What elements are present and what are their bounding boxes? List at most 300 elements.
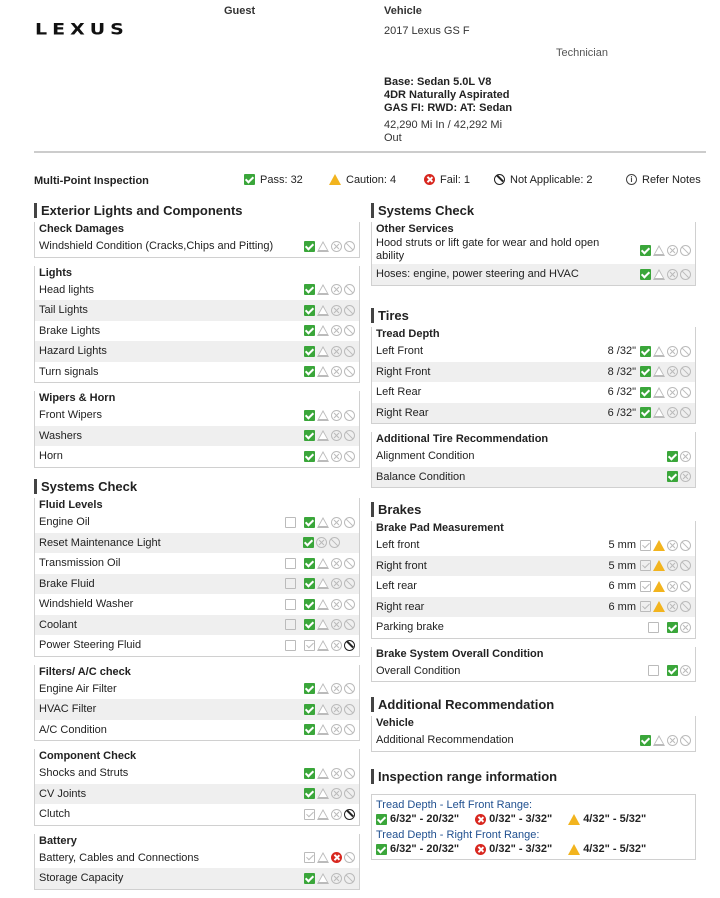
legend-pass-text: Pass: 32 — [260, 174, 303, 186]
item-label: CV Joints — [39, 787, 87, 800]
legend-bar — [34, 173, 710, 189]
caution-icon — [317, 768, 329, 779]
info-icon: i — [626, 174, 637, 185]
brake-overall-group — [371, 647, 696, 683]
caution-range — [568, 813, 646, 825]
list-item — [35, 784, 359, 805]
fail-icon — [331, 325, 342, 336]
caution-icon — [317, 241, 329, 252]
list-item — [35, 553, 359, 574]
status-icons — [304, 683, 355, 694]
status-icons — [285, 619, 355, 630]
item-label: Windshield Washer — [39, 598, 134, 611]
status-icons — [648, 665, 691, 676]
item-label: Coolant — [39, 618, 77, 631]
item-label: Turn signals — [39, 365, 99, 378]
caution-icon — [317, 410, 329, 421]
not-applicable-icon — [344, 768, 355, 779]
list-item — [372, 403, 695, 424]
fail-icon — [331, 517, 342, 528]
status-icons — [304, 724, 355, 735]
item-label: Left Rear — [376, 386, 422, 399]
not-applicable-icon — [680, 387, 691, 398]
status-icons — [667, 451, 691, 462]
group-title: Tread Depth — [372, 327, 695, 341]
list-item — [35, 362, 359, 383]
brand-logo: LEXUS — [35, 20, 129, 39]
status-icons — [640, 346, 691, 357]
legend-pass — [244, 173, 303, 185]
pass-range — [376, 843, 459, 855]
legend-na-text: Not Applicable: 2 — [510, 174, 593, 186]
list-item — [35, 405, 359, 426]
status-icons — [304, 241, 355, 252]
legend-refer-text: Refer Notes — [642, 174, 701, 186]
section-title: Tires — [371, 308, 696, 323]
list-item — [372, 236, 695, 264]
fail-icon — [667, 269, 678, 280]
list-item — [35, 512, 359, 533]
caution-icon — [317, 873, 329, 884]
list-item — [35, 533, 359, 554]
group-title: Fluid Levels — [35, 498, 359, 512]
item-label: Left rear — [376, 580, 417, 593]
tires-section — [371, 308, 696, 496]
pass-icon — [376, 844, 387, 855]
list-item — [35, 679, 359, 700]
pass-icon — [303, 537, 314, 548]
section-title: Exterior Lights and Components — [34, 203, 360, 218]
fail-icon — [331, 640, 342, 651]
item-label: Brake Fluid — [39, 577, 95, 590]
status-icons — [648, 622, 691, 633]
check-damages-group — [34, 222, 360, 258]
status-icons — [303, 537, 340, 548]
spec-line-2: 4DR Naturally Aspirated — [384, 89, 510, 101]
caution-icon — [317, 305, 329, 316]
item-label: Engine Air Filter — [39, 682, 117, 695]
section-title: Systems Check — [371, 203, 696, 218]
status-icons — [304, 430, 355, 441]
list-item — [372, 362, 695, 383]
item-label: Tail Lights — [39, 304, 88, 317]
caution-icon — [317, 809, 329, 820]
legend-na — [494, 173, 593, 185]
item-label: Right front — [376, 559, 427, 572]
pass-icon — [304, 578, 315, 589]
group-title: Brake System Overall Condition — [372, 647, 695, 661]
caution-range-text: 4/32" - 5/32" — [583, 843, 647, 855]
item-label: Windshield Condition (Cracks,Chips and Pitting) — [39, 240, 274, 253]
caution-icon — [317, 640, 329, 651]
checkbox-icon — [285, 517, 296, 528]
not-applicable-icon — [344, 346, 355, 357]
not-applicable-icon — [680, 735, 691, 746]
pad-value: 6 mm — [608, 580, 636, 593]
caution-icon — [653, 387, 665, 398]
caution-icon — [317, 558, 329, 569]
item-label: Washers — [39, 429, 82, 442]
brakes-section — [371, 502, 696, 690]
caution-icon — [317, 724, 329, 735]
group-title: Wipers & Horn — [35, 391, 359, 405]
range-section — [371, 769, 696, 860]
list-item — [35, 341, 359, 362]
group-title: Battery — [35, 834, 359, 848]
pass-icon — [304, 768, 315, 779]
pass-icon — [304, 430, 315, 441]
spec-line-3: GAS FI: RWD: AT: Sedan — [384, 102, 513, 114]
range-title-front-left: Tread Depth - Left Front Range: — [376, 799, 533, 811]
list-item — [372, 264, 695, 285]
not-applicable-icon — [344, 683, 355, 694]
not-applicable-icon — [344, 430, 355, 441]
fail-icon — [331, 430, 342, 441]
battery-group — [34, 834, 360, 890]
legend-refer — [626, 173, 701, 185]
status-icons — [640, 387, 691, 398]
list-item — [35, 446, 359, 467]
caution-icon — [317, 788, 329, 799]
not-applicable-icon — [344, 366, 355, 377]
checkbox-icon — [648, 665, 659, 676]
status-icons — [640, 601, 691, 612]
pass-icon — [640, 269, 651, 280]
fail-icon — [667, 245, 678, 256]
pass-icon — [640, 387, 651, 398]
right-systems-section — [371, 203, 696, 294]
not-applicable-icon — [680, 581, 691, 592]
group-title: Lights — [35, 266, 359, 280]
item-label: Shocks and Struts — [39, 767, 129, 780]
pass-icon — [640, 540, 651, 551]
legend-fail — [424, 173, 470, 185]
brake-pad-group — [371, 521, 696, 639]
list-item — [372, 382, 695, 403]
status-icons — [304, 451, 355, 462]
not-applicable-icon — [680, 407, 691, 418]
status-icons — [304, 873, 355, 884]
not-applicable-icon — [680, 540, 691, 551]
group-title: Check Damages — [35, 222, 359, 236]
group-title: Brake Pad Measurement — [372, 521, 695, 535]
status-icons — [285, 517, 355, 528]
item-label: Battery, Cables and Connections — [39, 851, 199, 864]
pass-icon — [667, 665, 678, 676]
fluid-levels-group — [34, 498, 360, 657]
range-values — [376, 843, 691, 855]
caution-icon — [317, 517, 329, 528]
not-applicable-icon — [344, 852, 355, 863]
left-systems-section — [34, 479, 360, 898]
fail-icon — [475, 844, 486, 855]
status-icons — [304, 788, 355, 799]
not-applicable-icon — [680, 346, 691, 357]
list-item — [35, 426, 359, 447]
item-label: Left Front — [376, 345, 424, 358]
pass-icon — [640, 245, 651, 256]
pass-icon — [304, 873, 315, 884]
filters-group — [34, 665, 360, 742]
fail-range — [475, 843, 552, 855]
caution-icon — [568, 814, 580, 825]
caution-icon — [317, 284, 329, 295]
list-item — [372, 576, 695, 597]
not-applicable-icon — [680, 245, 691, 256]
pass-icon — [376, 814, 387, 825]
not-applicable-icon — [680, 269, 691, 280]
fail-icon — [331, 558, 342, 569]
fail-icon — [331, 619, 342, 630]
range-title-front-right: Tread Depth - Right Front Range: — [376, 829, 540, 841]
list-item — [372, 467, 695, 488]
pass-range-text: 6/32" - 20/32" — [390, 813, 460, 825]
status-icons — [285, 558, 355, 569]
range-box — [371, 794, 696, 860]
not-applicable-icon — [344, 873, 355, 884]
status-icons — [304, 410, 355, 421]
item-label: Balance Condition — [376, 470, 466, 483]
item-label: Storage Capacity — [39, 872, 124, 885]
not-applicable-icon — [344, 640, 355, 651]
status-icons — [304, 284, 355, 295]
not-applicable-icon — [344, 788, 355, 799]
pass-icon — [640, 735, 651, 746]
list-item — [35, 300, 359, 321]
status-icons — [304, 305, 355, 316]
tread-depth-group — [371, 327, 696, 424]
legend-caution-text: Caution: 4 — [346, 174, 397, 186]
fail-range-text: 0/32" - 3/32" — [489, 813, 553, 825]
pass-icon — [667, 471, 678, 482]
fail-icon — [331, 241, 342, 252]
caution-icon — [653, 601, 665, 612]
checkbox-icon — [285, 599, 296, 610]
status-icons — [304, 852, 355, 863]
fail-icon — [331, 410, 342, 421]
list-item — [372, 730, 695, 751]
fail-icon — [331, 578, 342, 589]
status-icons — [304, 768, 355, 779]
caution-icon — [317, 619, 329, 630]
caution-icon — [329, 174, 341, 185]
section-title: Additional Recommendation — [371, 697, 696, 712]
list-item — [35, 720, 359, 741]
not-applicable-icon — [344, 410, 355, 421]
list-item — [35, 236, 359, 257]
pass-icon — [304, 325, 315, 336]
list-item — [35, 699, 359, 720]
pass-icon — [304, 451, 315, 462]
group-title: Filters/ A/C check — [35, 665, 359, 679]
fail-icon — [331, 305, 342, 316]
pass-icon — [304, 558, 315, 569]
pass-icon — [304, 640, 315, 651]
pass-icon — [304, 852, 315, 863]
list-item — [372, 661, 695, 682]
pass-range-text: 6/32" - 20/32" — [390, 843, 460, 855]
fail-icon — [316, 537, 327, 548]
caution-icon — [653, 560, 665, 571]
additional-section — [371, 697, 696, 760]
list-item — [35, 763, 359, 784]
fail-icon — [331, 768, 342, 779]
caution-icon — [653, 269, 665, 280]
fail-range — [475, 813, 552, 825]
pass-icon — [304, 683, 315, 694]
list-item — [35, 321, 359, 342]
checkbox-icon — [285, 578, 296, 589]
caution-icon — [317, 451, 329, 462]
pass-icon — [304, 241, 315, 252]
status-icons — [640, 581, 691, 592]
fail-icon — [331, 704, 342, 715]
pass-icon — [304, 410, 315, 421]
tread-value: 8 /32" — [607, 365, 636, 378]
fail-icon — [680, 665, 691, 676]
caution-icon — [653, 366, 665, 377]
pass-icon — [304, 599, 315, 610]
caution-icon — [317, 599, 329, 610]
guest-label: Guest — [224, 5, 256, 17]
not-applicable-icon — [344, 724, 355, 735]
fail-icon — [331, 366, 342, 377]
tire-recommendation-group — [371, 432, 696, 488]
fail-icon — [680, 622, 691, 633]
fail-icon — [331, 852, 342, 863]
list-item — [35, 848, 359, 869]
not-applicable-icon — [344, 558, 355, 569]
vehicle-name: 2017 Lexus GS F — [384, 25, 470, 37]
not-applicable-icon — [344, 284, 355, 295]
not-applicable-icon — [680, 601, 691, 612]
item-label: Right rear — [376, 600, 425, 613]
status-icons — [285, 599, 355, 610]
pass-icon — [304, 284, 315, 295]
pass-icon — [304, 346, 315, 357]
caution-icon — [317, 852, 329, 863]
item-label: Parking brake — [376, 621, 444, 634]
caution-icon — [653, 346, 665, 357]
tread-value: 6 /32" — [607, 406, 636, 419]
fail-icon — [680, 451, 691, 462]
mileage-line-1: 42,290 Mi In / 42,292 Mi — [384, 119, 503, 131]
not-applicable-icon — [680, 366, 691, 377]
caution-icon — [653, 540, 665, 551]
caution-icon — [317, 578, 329, 589]
tread-value: 6 /32" — [607, 386, 636, 399]
item-label: Right Rear — [376, 406, 429, 419]
item-label: Engine Oil — [39, 516, 90, 529]
caution-icon — [317, 325, 329, 336]
item-label: Power Steering Fluid — [39, 639, 142, 652]
pass-icon — [667, 451, 678, 462]
item-label: Right Front — [376, 365, 431, 378]
list-item — [35, 574, 359, 595]
status-icons — [640, 735, 691, 746]
checkbox-icon — [285, 619, 296, 630]
not-applicable-icon — [344, 517, 355, 528]
caution-icon — [317, 366, 329, 377]
not-applicable-icon — [329, 537, 340, 548]
pass-icon — [640, 560, 651, 571]
list-item — [35, 280, 359, 301]
pass-icon — [667, 622, 678, 633]
not-applicable-icon — [494, 174, 505, 185]
pass-icon — [304, 305, 315, 316]
fail-icon — [331, 284, 342, 295]
status-icons — [285, 640, 355, 651]
not-applicable-icon — [344, 704, 355, 715]
list-item — [372, 446, 695, 467]
pad-value: 5 mm — [608, 559, 636, 572]
status-icons — [285, 578, 355, 589]
vehicle-group — [371, 716, 696, 752]
caution-icon — [653, 245, 665, 256]
pass-icon — [244, 174, 255, 185]
list-item — [35, 615, 359, 636]
status-icons — [640, 245, 691, 256]
section-title: Systems Check — [34, 479, 360, 494]
status-icons — [304, 809, 355, 820]
fail-icon — [667, 387, 678, 398]
pass-icon — [640, 346, 651, 357]
wipers-horn-group — [34, 391, 360, 468]
legend-fail-text: Fail: 1 — [440, 174, 470, 186]
item-label: Transmission Oil — [39, 557, 121, 570]
pass-icon — [640, 407, 651, 418]
fail-icon — [331, 683, 342, 694]
checkbox-icon — [285, 558, 296, 569]
legend-caution — [329, 173, 396, 185]
section-title: Inspection range information — [371, 769, 696, 784]
technician-label: Technician — [556, 47, 608, 59]
fail-icon — [667, 407, 678, 418]
fail-icon — [667, 540, 678, 551]
item-label: Front Wipers — [39, 409, 102, 422]
pass-icon — [304, 724, 315, 735]
item-label: A/C Condition — [39, 723, 107, 736]
fail-icon — [667, 346, 678, 357]
not-applicable-icon — [344, 451, 355, 462]
fail-icon — [475, 814, 486, 825]
not-applicable-icon — [344, 809, 355, 820]
fail-range-text: 0/32" - 3/32" — [489, 843, 553, 855]
checkbox-icon — [648, 622, 659, 633]
fail-icon — [667, 366, 678, 377]
caution-icon — [317, 346, 329, 357]
status-icons — [304, 346, 355, 357]
checkbox-icon — [285, 640, 296, 651]
list-item — [35, 804, 359, 825]
pass-icon — [304, 809, 315, 820]
range-values — [376, 813, 691, 825]
list-item — [35, 868, 359, 889]
pass-icon — [640, 366, 651, 377]
mileage-line-2: Out — [384, 132, 402, 144]
pad-value: 5 mm — [608, 539, 636, 552]
caution-icon — [653, 407, 665, 418]
status-icons — [304, 704, 355, 715]
item-label: Left front — [376, 539, 420, 552]
pass-icon — [304, 704, 315, 715]
not-applicable-icon — [344, 305, 355, 316]
item-label: Horn — [39, 450, 63, 463]
list-item — [372, 617, 695, 638]
not-applicable-icon — [344, 599, 355, 610]
item-label: Alignment Condition — [376, 450, 475, 463]
caution-icon — [653, 735, 665, 746]
